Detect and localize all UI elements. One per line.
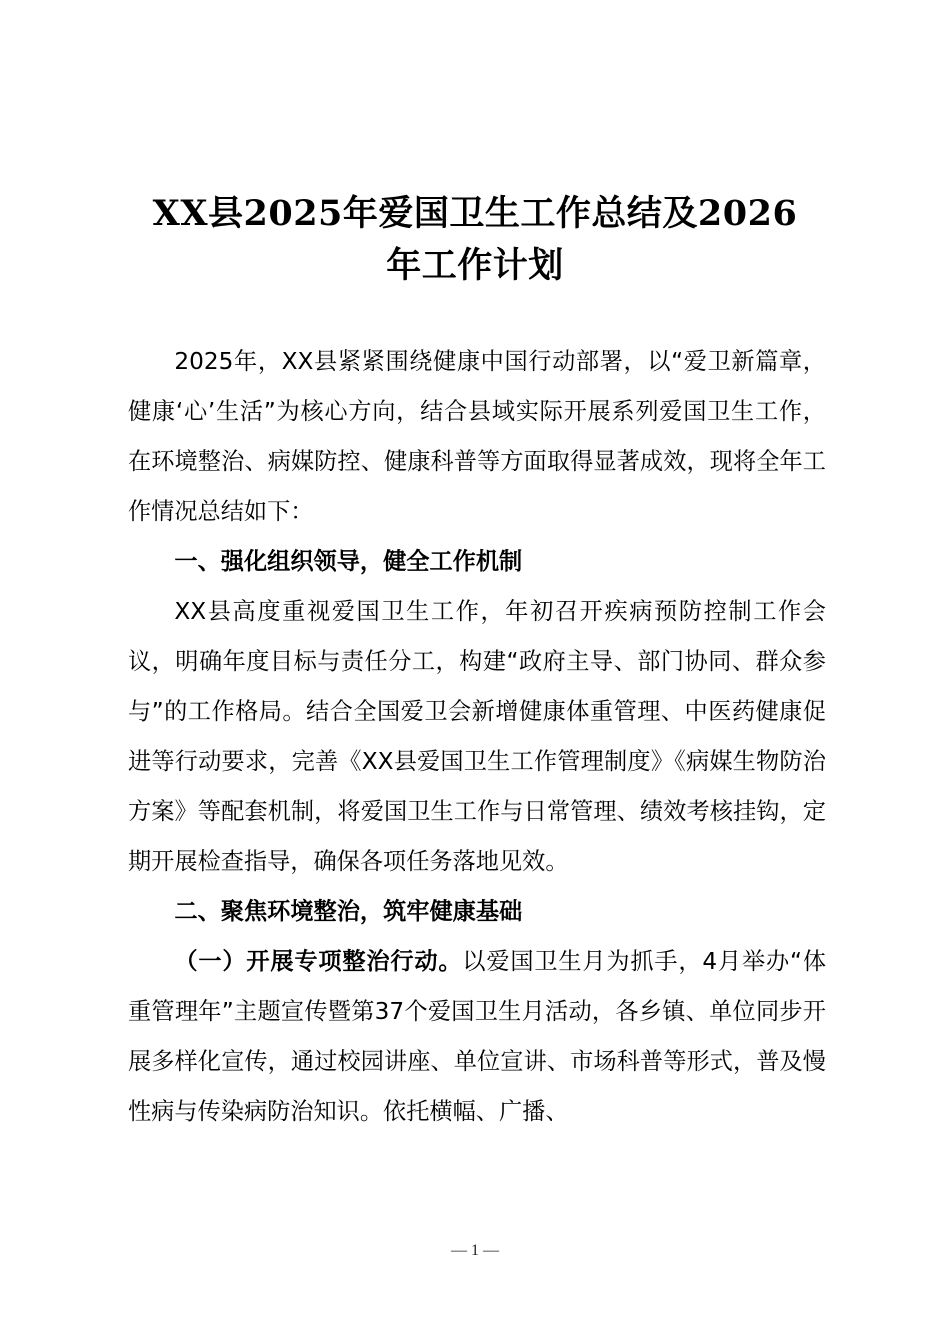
document-title [100, 188, 850, 292]
subsection-1-heading: （一）开展专项整治行动。 [174, 948, 463, 975]
intro-paragraph: 2025年，XX县紧紧围绕健康中国行动部署，以“爱卫新篇章，健康‘心’生活”为核心方向，结合县域实际开展系列爱国卫生工作，在环境整治、病媒防控、健康科普等方面取得显著成效，现将全年工作情况总结如下： [128, 348, 826, 525]
section-1-paragraph: XX县高度重视爱国卫生工作，年初召开疾病预防控制工作会议，明确年度目标与责任分工，构建“政府主导、部门协同、群众参与”的工作格局。结合全国爱卫会新增健康体重管理、中医药健康促进等行动要求，完善《XX县爱国卫生工作管理制度》《病媒生物防治方案》等配套机制，将爱国卫生工作与日常管理、绩效考核挂钩，定期开展检查指导，确保各项任务落地见效。 [128, 598, 826, 875]
title-line-1: XX县2025年爱国卫生工作总结及2026 [152, 193, 798, 234]
section-1-heading: 一、强化组织领导，健全工作机制 [174, 548, 523, 575]
page-number: — 1 — [451, 1242, 499, 1259]
subsection-1-paragraph [128, 937, 826, 1137]
title-line-2: 年工作计划 [386, 245, 564, 286]
subsection-1-text: 以爱国卫生月为抓手，4月举办“体重管理年”主题宣传暨第37个爱国卫生月活动，各乡镇、单位同步开展多样化宣传，通过校园讲座、单位宣讲、市场科普等形式，普及慢性病与传染病防治知识。依托横幅、广播、 [128, 948, 826, 1125]
document-body [128, 337, 826, 1137]
section-2-heading: 二、聚焦环境整治，筑牢健康基础 [174, 898, 523, 925]
